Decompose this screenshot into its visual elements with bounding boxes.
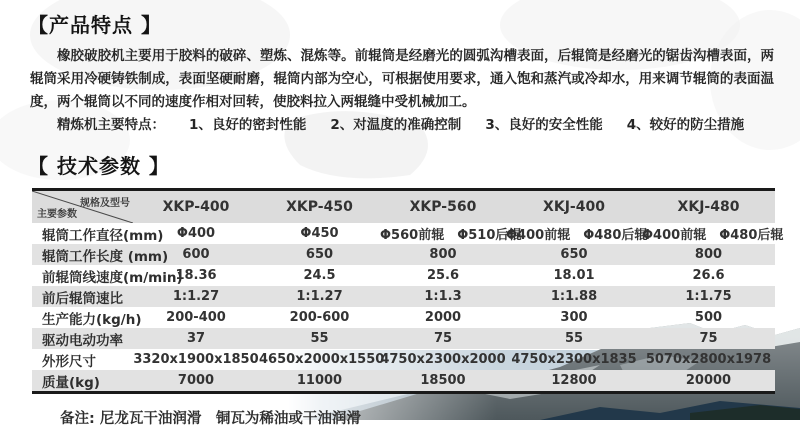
column-header: XKJ-400 — [506, 190, 642, 224]
features-intro: 精炼机主要特点： — [57, 117, 165, 133]
column-header: XKJ-480 — [642, 190, 775, 224]
table-row — [32, 349, 775, 370]
cell-value: 650 — [560, 247, 588, 262]
cell-value: 18.36 — [175, 268, 217, 283]
spec-table — [32, 188, 784, 394]
column-header: XKP-400 — [133, 190, 259, 224]
feature-item-2: 2、对温度的准确控制 — [330, 117, 462, 133]
corner-label-params: 主要参数 — [37, 209, 77, 220]
row-label: 辊筒工作直径(mm) — [42, 227, 164, 244]
refiner-features-line — [30, 114, 774, 137]
cell-value: 800 — [694, 247, 723, 262]
row-label: 前辊筒线速度(m/min) — [42, 269, 183, 286]
cell-value: 600 — [182, 247, 210, 262]
cell-value: 75 — [433, 331, 453, 346]
table-row — [32, 328, 775, 349]
cell-value: 500 — [694, 310, 723, 325]
cell-value: 4750x2300x2000 — [380, 352, 506, 367]
table-row — [32, 286, 775, 307]
row-label: 生产能力(kg/h) — [42, 311, 142, 328]
cell-value: 24.5 — [303, 268, 336, 283]
cell-value: Φ400前辊 Φ480后辊 — [642, 228, 784, 243]
row-label: 辊筒工作长度 (mm) — [42, 248, 169, 265]
cell-value: 75 — [699, 331, 718, 346]
column-header: XKP-560 — [380, 190, 506, 224]
cell-value: 1:1.27 — [172, 289, 220, 304]
cell-value: Φ400 — [176, 226, 216, 241]
cell-value: 650 — [305, 247, 334, 262]
cell-value: 18500 — [420, 373, 466, 388]
feature-item-3: 3、良好的安全性能 — [485, 117, 603, 133]
diagonal-header-cell — [32, 190, 133, 224]
row-label: 驱动电动功率 — [42, 332, 123, 349]
cell-value: 55 — [564, 331, 584, 346]
row-label: 质量(kg) — [42, 374, 100, 391]
table-row — [32, 244, 775, 265]
cell-value: 1:1.3 — [424, 289, 462, 304]
cell-value: 7000 — [177, 373, 215, 388]
row-label: 前后辊筒速比 — [42, 290, 123, 307]
cell-value: 1:1.27 — [296, 289, 343, 304]
footnote: 备注: 尼龙瓦干油润滑 铜瓦为稀油或干油润滑 — [60, 411, 361, 427]
table-body — [32, 223, 784, 393]
section-title-specs: 【 技术参数 】 — [28, 154, 170, 178]
cell-value: 2000 — [424, 310, 462, 325]
cell-value: 18.01 — [553, 268, 595, 283]
table-row — [32, 265, 775, 286]
cell-value: 11000 — [296, 373, 343, 388]
table-row — [32, 370, 775, 393]
cell-value: 37 — [186, 331, 206, 346]
table-header-row — [32, 190, 775, 224]
cell-value: 800 — [429, 247, 457, 262]
cell-value: Φ400前辊 Φ480后辊 — [506, 228, 648, 243]
feature-item-1: 1、良好的密封性能 — [189, 117, 307, 133]
cell-value: 20000 — [685, 373, 732, 388]
table-row — [32, 307, 775, 328]
cell-value: 200-400 — [166, 310, 226, 325]
corner-label-model: 规格及型号 — [80, 198, 130, 209]
cell-value: 1:1.75 — [685, 289, 732, 304]
cell-value: 4750x2300x1835 — [511, 352, 637, 367]
cell-value: 200-600 — [289, 310, 350, 325]
cell-value: 300 — [560, 310, 588, 325]
cell-value: 26.6 — [692, 268, 725, 283]
cell-value: 55 — [310, 331, 329, 346]
table-row — [32, 223, 775, 244]
cell-value: 12800 — [551, 373, 597, 388]
product-description: 橡胶破胶机主要用于胶料的破碎、塑炼、混炼等。前辊筒是经磨光的圆弧沟槽表面，后辊筒是经磨光的锯齿沟槽表面，两辊筒采用冷硬铸铁制成，表面坚硬耐磨，辊筒内部为空心，可根据使用要求，通入饱和蒸汽或冷却水，用来调节辊筒的表面温度，两个辊筒以不同的速度作相对回转，使胶料拉入两辊缝中受机械加工。 — [30, 48, 774, 110]
section-title-features: 【产品特点 】 — [28, 13, 162, 37]
cell-value: 1:1.88 — [550, 289, 598, 304]
cell-value: Φ560前辊 Φ510后辊 — [380, 228, 522, 243]
cell-value: Φ450 — [300, 226, 339, 241]
cell-value: 5070x2800x1978 — [645, 352, 772, 367]
cell-value: 25.6 — [426, 268, 460, 283]
feature-item-4: 4、较好的防尘措施 — [626, 117, 745, 133]
cell-value: 3320x1900x1850 — [133, 352, 259, 367]
cell-value: 4650x2000x1550 — [259, 352, 385, 367]
column-header: XKP-450 — [259, 190, 380, 224]
row-label: 外形尺寸 — [42, 353, 96, 370]
